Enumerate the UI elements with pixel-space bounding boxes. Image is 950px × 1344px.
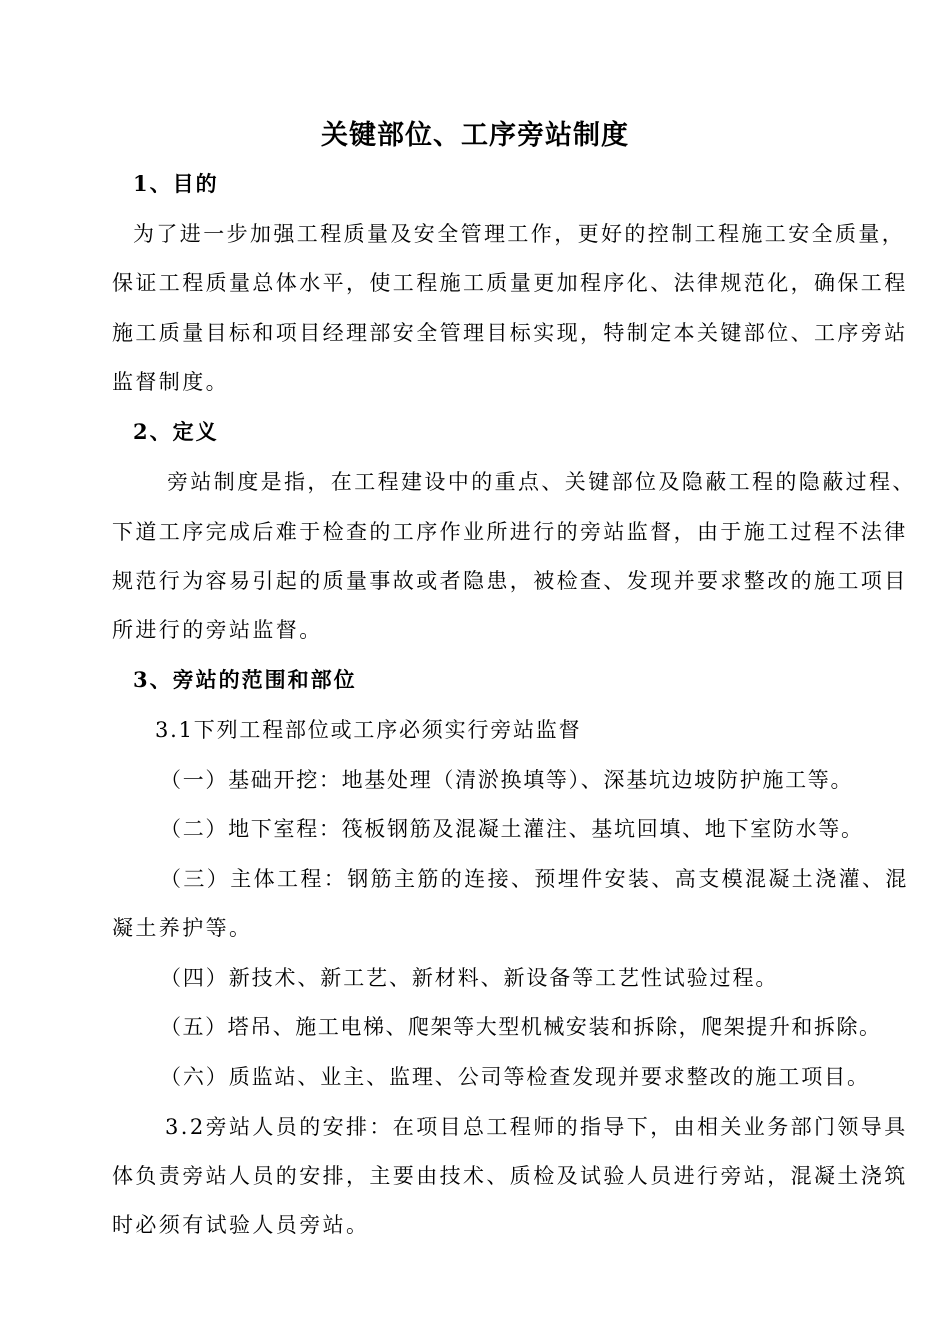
- subsection-3-2-line-2: 体负责旁站人员的安排，主要由技术、质检及试验人员进行旁站，混凝土浇筑: [112, 1164, 908, 1188]
- section-1-line-4: 监督制度。: [112, 370, 229, 394]
- section-2-line-1: 旁站制度是指，在工程建设中的重点、关键部位及隐蔽工程的隐蔽过程、: [167, 470, 916, 494]
- section-2-line-3: 规范行为容易引起的质量事故或者隐患，被检查、发现并要求整改的施工项目: [112, 569, 908, 593]
- section-3-heading: 3、旁站的范围和部位: [133, 667, 357, 692]
- scope-item-2: （二）地下室程：筏板钢筋及混凝土灌注、基坑回填、地下室防水等。: [160, 817, 864, 841]
- scope-item-4: （四）新技术、新工艺、新材料、新设备等工艺性试验过程。: [160, 966, 779, 990]
- subsection-3-1: 3.1下列工程部位或工序必须实行旁站监督: [155, 718, 582, 742]
- section-1-line-3: 施工质量目标和项目经理部安全管理目标实现，特制定本关键部位、工序旁站: [112, 321, 908, 345]
- scope-item-5: （五）塔吊、施工电梯、爬架等大型机械安装和拆除，爬架提升和拆除。: [160, 1015, 882, 1039]
- document-title: 关键部位、工序旁站制度: [321, 120, 629, 151]
- section-2-heading: 2、定义: [133, 419, 219, 444]
- scope-item-6: （六）质监站、业主、监理、公司等检查发现并要求整改的施工项目。: [160, 1065, 870, 1089]
- subsection-3-2-line-1: 3.2旁站人员的安排：在项目总工程师的指导下，由相关业务部门领导具: [165, 1115, 908, 1139]
- scope-item-1: （一）基础开挖：地基处理（清淤换填等）、深基坑边坡防护施工等。: [160, 768, 854, 792]
- scope-item-3-line-2: 凝土养护等。: [112, 916, 253, 940]
- section-1-line-1: 为了进一步加强工程质量及安全管理工作，更好的控制工程施工安全质量，: [133, 222, 906, 246]
- section-1-heading: 1、目的: [133, 171, 219, 196]
- subsection-3-2-line-3: 时必须有试验人员旁站。: [112, 1213, 370, 1237]
- section-2-line-4: 所进行的旁站监督。: [112, 618, 323, 642]
- scope-item-3-line-1: （三）主体工程：钢筋主筋的连接、预埋件安装、高支模混凝土浇灌、混: [160, 867, 909, 891]
- section-1-line-2: 保证工程质量总体水平，使工程施工质量更加程序化、法律规范化，确保工程: [112, 271, 908, 295]
- section-2-line-2: 下道工序完成后难于检查的工序作业所进行的旁站监督，由于施工过程不法律: [112, 520, 908, 544]
